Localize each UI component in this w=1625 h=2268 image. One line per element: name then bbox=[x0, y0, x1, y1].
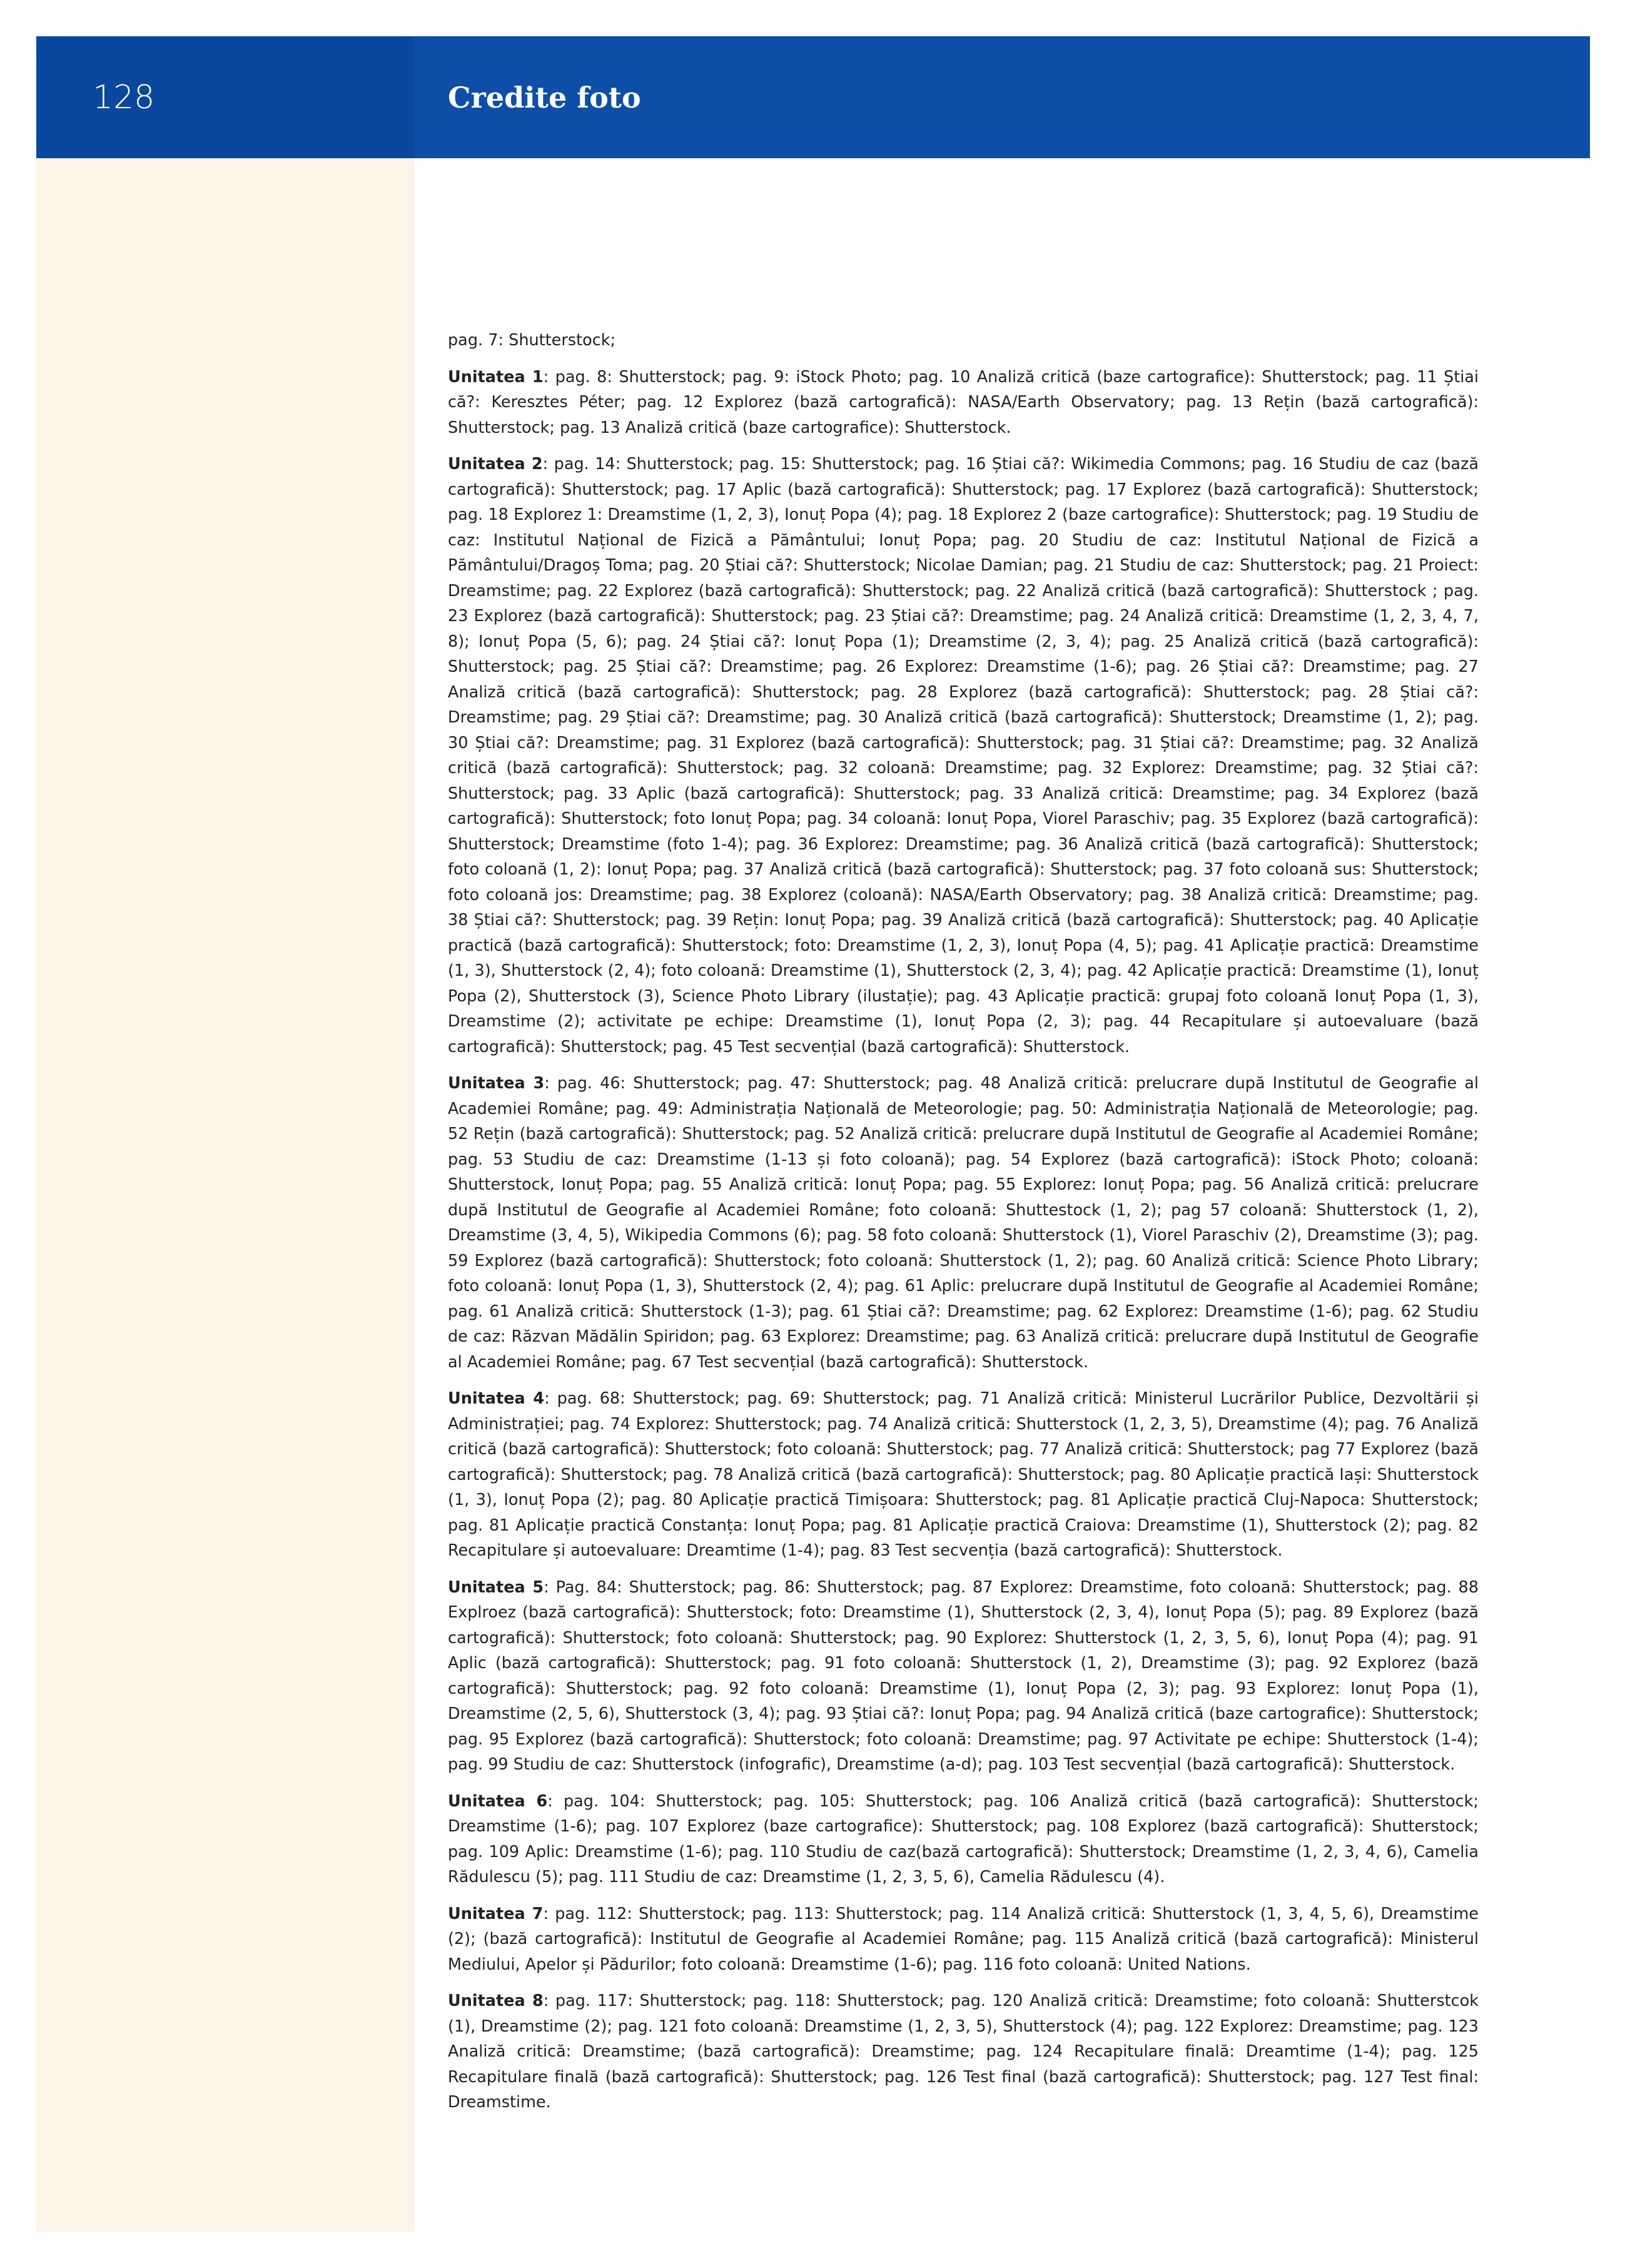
unit-paragraph-3 bbox=[448, 1071, 1479, 1375]
unit-label: Unitatea 2 bbox=[448, 455, 543, 473]
unit-label: Unitatea 6 bbox=[448, 1791, 548, 1811]
unit-label: Unitatea 5 bbox=[448, 1577, 544, 1597]
side-margin-column bbox=[36, 158, 414, 2232]
unit-label: Unitatea 8 bbox=[448, 1992, 544, 2010]
unit-paragraph-2 bbox=[448, 452, 1479, 1060]
unit-paragraph-6 bbox=[448, 1789, 1479, 1890]
unit-text: : pag. 112: Shutterstock; pag. 113: Shutterstock; pag. 114 Analiză critică: Shutterstock (1, 3, 4, 5, 6), Dreamstime (2); (bază cartografică): Institutul de Geografie al Academiei Române; pag. 115 Analiză critică (bază cartografică): Ministerul Mediului, Apelor și Pădurilor; foto coloană: Dreamstime (1-6); pag. 116 foto coloană: United Nations. bbox=[448, 1904, 1479, 1974]
unit-label: Unitatea 3 bbox=[448, 1074, 545, 1093]
unit-paragraph-1 bbox=[448, 365, 1479, 441]
page-header bbox=[36, 36, 1590, 158]
unit-text: : pag. 117: Shutterstock; pag. 118: Shutterstock; pag. 120 Analiză critică: Dreamstime; foto coloană: Shutterstcok (1), Dreamstime (2); pag. 121 foto coloană: Dreamstime (1, 2, 3, 5), Shutterstock (4); pag. 122 Explorez: Dreamstime; pag. 123 Analiză critică: Dreamstime; (bază cartografică): Dreamstime; pag. 124 Recapitulare finală: Dreamtime (1-4); pag. 125 Recapitulare finală (bază cartografică): Shutterstock; pag. 126 Test final (bază cartografică): Shutterstock; pag. 127 Test final: Dreamstime. bbox=[448, 1992, 1479, 2112]
unit-label: Unitatea 4 bbox=[448, 1389, 545, 1408]
unit-text: : pag. 14: Shutterstock; pag. 15: Shutterstock; pag. 16 Știai că?: Wikimedia Commons; pag. 16 Studiu de caz (bază cartografică): Shutterstock; pag. 17 Aplic (bază cartografică): Shutterstock; pag. 17 Explorez (bază cartografică): Shutterstock; pag. 18 Explorez 1: Dreamstime (1, 2, 3), Ionuț Popa (4); pag. 18 Explorez 2 (baze cartografice): Shutterstock; pag. 19 Studiu de caz: Institutul Național de Fizică a Pământului; Ionuț Popa; pag. 20 Studiu de caz: Institutul Național de Fizică a Pământului/Dragoș Toma; pag. 20 Știai că?: Shutterstock; Nicolae Damian; pag. 21 Studiu de caz: Shutterstock; pag. 21 Proiect: Dreamstime; pag. 22 Explorez (bază cartografică): Shutterstock; pag. 22 Analiză critică (bază cartografică): Shutterstock ; pag. 23 Explorez (bază cartografică): Shutterstock; pag. 23 Știai că?: Dreamstime; pag. 24 Analiză critică: Dreamstime (1, 2, 3, 4, 7, 8); Ionuț Popa (5, 6); pag. 24 Știai că?: Ionuț Popa (1); Dreamstime (2, 3, 4); pag. 25 Analiză critică (bază cartografică): Shutterstock; pag. 25 Știai că?: Dreamstime; pag. 26 Explorez: Dreamstime (1-6); pag. 26 Știai că?: Dreamstime; pag. 27 Analiză critică (bază cartografică): Shutterstock; pag. 28 Explorez (bază cartografică): Shutterstock; pag. 28 Știai că?: Dreamstime; pag. 29 Știai că?: Dreamstime; pag. 30 Analiză critică (bază cartografică): Shutterstock; Dreamstime (1, 2); pag. 30 Știai că?: Dreamstime; pag. 31 Explorez (bază cartografică): Shutterstock; pag. 31 Știai că?: Dreamstime; pag. 32 Analiză critică (bază cartografică): Shutterstock; pag. 32 coloană: Dreamstime; pag. 32 Explorez: Dreamstime; pag. 32 Știai că?: Shutterstock; pag. 33 Aplic (bază cartografică): Shutterstock; pag. 33 Analiză critică: Dreamstime; pag. 34 Explorez (bază cartografică): Shutterstock; foto Ionuț Popa; pag. 34 coloană: Ionuț Popa, Viorel Paraschiv; pag. 35 Explorez (bază cartografică): Shutterstock; Dreamstime (foto 1-4); pag. 36 Explorez: Dreamstime; pag. 36 Analiză critică (bază cartografică): Shutterstock; foto coloană (1, 2): Ionuț Popa; pag. 37 Analiză critică (bază cartografică): Shutterstock; pag. 37 foto coloană sus: Shutterstock; foto coloană jos: Dreamstime; pag. 38 Explorez (coloană): NASA/Earth Observatory; pag. 38 Analiză critică: Dreamstime; pag. 38 Știai că?: Shutterstock; pag. 39 Rețin: Ionuț Popa; pag. 39 Analiză critică (bază cartografică): Shutterstock; pag. 40 Aplicație practică (bază cartografică): Shutterstock; foto: Dreamstime (1, 2, 3), Ionuț Popa (4, 5); pag. 41 Aplicație practică: Dreamstime (1, 3), Shutterstock (2, 4); foto coloană: Dreamstime (1), Shutterstock (2, 3, 4); pag. 42 Aplicație practică: Dreamstime (1), Ionuț Popa (2), Shutterstock (3), Science Photo Library (ilustație); pag. 43 Aplicație practică: grupaj foto coloană Ionuț Popa (1, 3), Dreamstime (2); activitate pe echipe: Dreamstime (1), Ionuț Popa (2, 3); pag. 44 Recapitulare și autoevaluare (bază cartografică): Shutterstock; pag. 45 Test secvențial (bază cartografică): Shutterstock. bbox=[448, 455, 1479, 1056]
unit-paragraph-4 bbox=[448, 1386, 1479, 1564]
intro-text: pag. 7: Shutterstock; bbox=[448, 331, 616, 350]
credits-intro bbox=[448, 328, 1479, 353]
unit-paragraph-8 bbox=[448, 1988, 1479, 2115]
unit-paragraph-5 bbox=[448, 1575, 1479, 1778]
page-title: Credite foto bbox=[448, 80, 641, 114]
page-number: 128 bbox=[93, 78, 155, 116]
unit-label: Unitatea 1 bbox=[448, 367, 544, 387]
unit-text: : pag. 46: Shutterstock; pag. 47: Shutterstock; pag. 48 Analiză critică: prelucrare după Institutul de Geografie al Academiei Române; pag. 49: Administrația Națională de Meteorologie; pag. 50: Administrația Națională de Meteorologie; pag. 52 Rețin (bază cartografică): Shutterstock; pag. 52 Analiză critică: prelucrare după Institutul de Geografie al Academiei Române; pag. 53 Studiu de caz: Dreamstime (1-13 și foto coloană); pag. 54 Explorez (bază cartografică): iStock Photo; coloană: Shutterstock, Ionuț Popa; pag. 55 Analiză critică: Ionuț Popa; pag. 55 Explorez: Ionuț Popa; pag. 56 Analiză critică: prelucrare după Institutul de Geografie al Academiei Române; foto coloană: Shuttestock (1, 2); pag 57 coloană: Shutterstock (1, 2), Dreamstime (3, 4, 5), Wikipedia Commons (6); pag. 58 foto coloană: Shutterstock (1), Viorel Paraschiv (2), Dreamstime (3); pag. 59 Explorez (bază cartografică): Shutterstock; foto coloană: Shutterstock (1, 2); pag. 60 Analiză critică: Science Photo Library; foto coloană: Ionuț Popa (1, 3), Shutterstock (2, 4); pag. 61 Aplic: prelucrare după Institutul de Geografie al Academiei Române; pag. 61 Analiză critică: Shutterstock (1-3); pag. 61 Știai că?: Dreamstime; pag. 62 Explorez: Dreamstime (1-6); pag. 62 Studiu de caz: Răzvan Mădălin Spiridon; pag. 63 Explorez: Dreamstime; pag. 63 Analiză critică: prelucrare după Institutul de Geografie al Academiei Române; pag. 67 Test secvențial (bază cartografică): Shutterstock. bbox=[448, 1074, 1479, 1372]
page-number-block bbox=[36, 36, 414, 158]
credits-body bbox=[448, 328, 1479, 2127]
unit-text: : pag. 104: Shutterstock; pag. 105: Shutterstock; pag. 106 Analiză critică (bază cartografică): Shutterstock; Dreamstime (1-6); pag. 107 Explorez (baze cartografice): Shutterstock; pag. 108 Explorez (bază cartografică): Shutterstock; pag. 109 Aplic: Dreamstime (1-6); pag. 110 Studiu de caz(bază cartografică): Shutterstock; Dreamstime (1, 2, 3, 4, 6), Camelia Rădulescu (5); pag. 111 Studiu de caz: Dreamstime (1, 2, 3, 5, 6), Camelia Rădulescu (4). bbox=[448, 1791, 1479, 1886]
unit-text: : pag. 68: Shutterstock; pag. 69: Shutterstock; pag. 71 Analiză critică: Ministerul Lucrărilor Publice, Dezvoltării și Administrației; pag. 74 Explorez: Shutterstock; pag. 74 Analiză critică: Shutterstock (1, 2, 3, 5), Dreamstime (4); pag. 76 Analiză critică (bază cartografică): Shutterstock; foto coloană: Shutterstock; pag. 77 Analiză critică: Shutterstock; pag 77 Explorez (bază cartografică): Shutterstock; pag. 78 Analiză critică (bază cartografică): Shutterstock; pag. 80 Aplicație practică Iași: Shutterstock (1, 3), Ionuț Popa (2); pag. 80 Aplicație practică Timișoara: Shutterstock; pag. 81 Aplicație practică Cluj-Napoca: Shutterstock; pag. 81 Aplicație practică Constanța: Ionuț Popa; pag. 81 Aplicație practică Craiova: Dreamstime (1), Shutterstock (2); pag. 82 Recapitulare și autoevaluare: Dreamtime (1-4); pag. 83 Test secvenția (bază cartografică): Shutterstock. bbox=[448, 1389, 1479, 1560]
unit-paragraph-7 bbox=[448, 1901, 1479, 1978]
title-block bbox=[414, 36, 1590, 158]
unit-text: : pag. 8: Shutterstock; pag. 9: iStock Photo; pag. 10 Analiză critică (baze cartografice): Shutterstock; pag. 11 Știai că?: Keresztes Péter; pag. 12 Explorez (bază cartografică): NASA/Earth Observatory; pag. 13 Rețin (bază cartografică): Shutterstock; pag. 13 Analiză critică (baze cartografice): Shutterstock. bbox=[448, 367, 1479, 437]
unit-text: : Pag. 84: Shutterstock; pag. 86: Shutterstock; pag. 87 Explorez: Dreamstime, foto coloană: Shutterstock; pag. 88 Explroez (bază cartografică): Shutterstock; foto: Dreamstime (1), Shutterstock (2, 3, 4), Ionuț Popa (5); pag. 89 Explorez (bază cartografică): Shutterstock; foto coloană: Shutterstock; pag. 90 Explorez: Shutterstock (1, 2, 3, 5, 6), Ionuț Popa (4); pag. 91 Aplic (bază cartografică): Shutterstock; pag. 91 foto coloană: Shutterstock (1, 2), Dreamstime (3); pag. 92 Explorez (bază cartografică): Shutterstock; pag. 92 foto coloană: Dreamstime (1), Ionuț Popa (2, 3); pag. 93 Explorez: Ionuț Popa (1), Dreamstime (2, 5, 6), Shutterstock (3, 4); pag. 93 Știai că?: Ionuț Popa; pag. 94 Analiză critică (baze cartografice): Shutterstock; pag. 95 Explorez (bază cartografică): Shutterstock; foto coloană: Dreamstime; pag. 97 Activitate pe echipe: Shutterstock (1-4); pag. 99 Studiu de caz: Shutterstock (infografic), Dreamstime (a-d); pag. 103 Test secvențial (bază cartografică): Shutterstock. bbox=[448, 1577, 1479, 1774]
unit-label: Unitatea 7 bbox=[448, 1904, 544, 1923]
